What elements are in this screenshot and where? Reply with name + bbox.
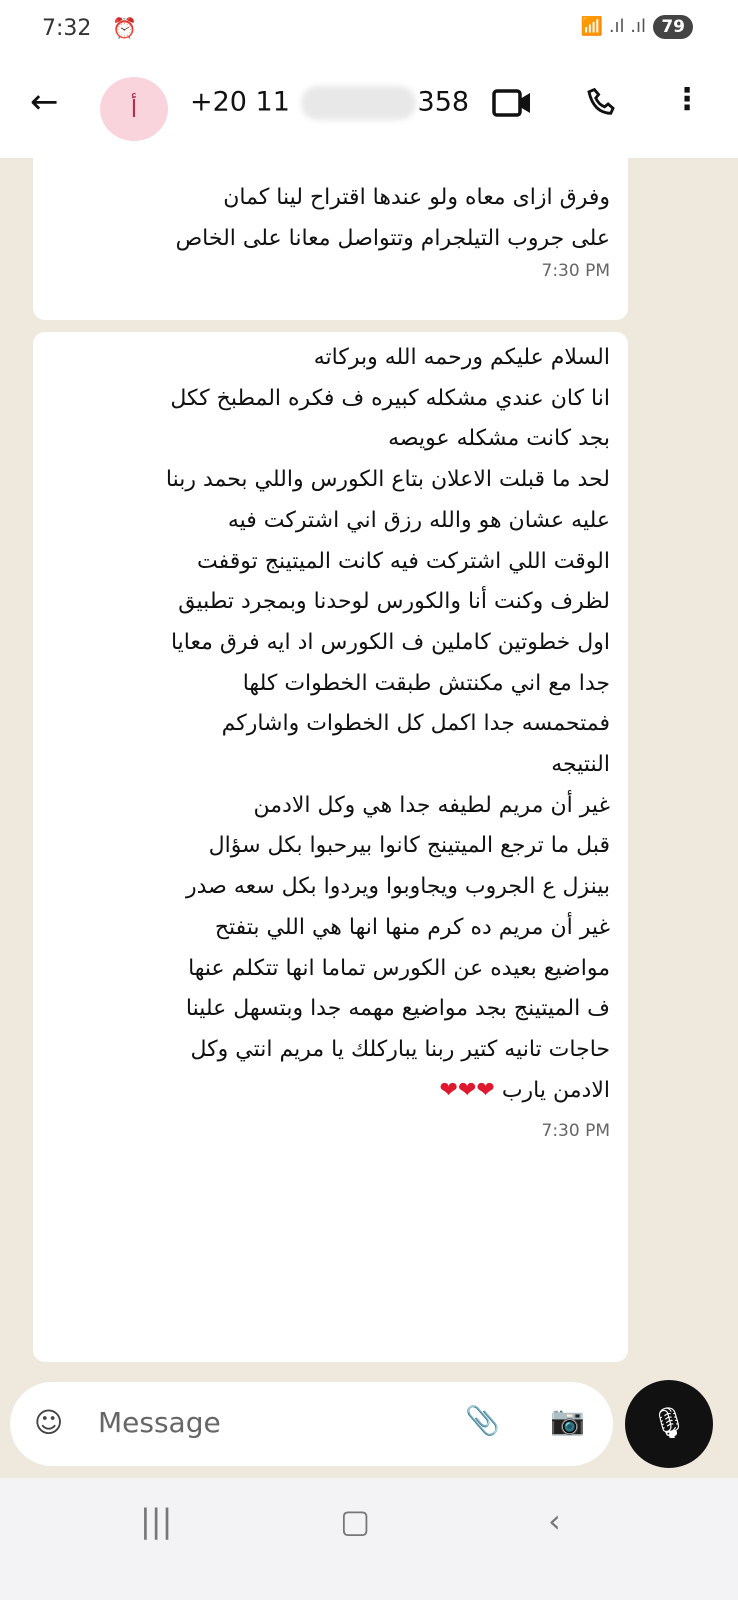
message-line: لظرف وكنت أنا والكورس لوحدنا وبمجرد تطبيق xyxy=(178,589,610,615)
message-line: غير أن مريم ده كرم منها انها هي اللي بتفتح xyxy=(214,914,610,940)
message-line xyxy=(51,1071,610,1112)
message-line: اول خطوتين كاملين ف الكورس اد ايه فرق معايا xyxy=(170,629,610,655)
contact-suffix: 358 xyxy=(417,86,470,118)
status-bar xyxy=(0,0,738,58)
message-line: مواضيع بعيده عن الكورس تماما انها تتكلم عنها xyxy=(188,955,610,981)
signal-icon: 📶 .ıl .ıl xyxy=(580,16,646,37)
message-bubble xyxy=(33,332,628,1362)
message-line: على جروب التيلجرام وتتواصل معانا على الخاص xyxy=(175,225,610,251)
message-time: 7:30 PM xyxy=(541,261,610,282)
avatar[interactable]: أ xyxy=(100,77,168,141)
message-line: النتيجه xyxy=(551,752,610,778)
message-composer xyxy=(10,1382,613,1466)
message-line: قبل ما ترجع الميتينج كانوا بيرحبوا بكل سؤال xyxy=(208,833,610,859)
message-line: عليه عشان هو والله رزق اني اشتركت فيه xyxy=(227,507,610,533)
message-line: السلام عليكم ورحمه الله وبركاته xyxy=(313,345,610,370)
message-time: 7:30 PM xyxy=(541,1121,610,1142)
message-line: حاجات تانيه كتير ربنا يباركلك يا مريم انتي وكل xyxy=(190,1036,610,1062)
message-bubble xyxy=(33,158,628,320)
contact-name[interactable] xyxy=(190,86,469,120)
camera-icon[interactable]: 📷 xyxy=(550,1404,585,1437)
chat-area[interactable] xyxy=(0,158,738,1478)
video-call-icon[interactable] xyxy=(492,86,532,124)
back-nav-icon[interactable]: ‹ xyxy=(548,1502,561,1540)
message-line: لحد ما قبلت الاعلان بتاع الكورس واللي بحمد ربنا xyxy=(165,467,610,493)
sticker-icon[interactable]: ☺ xyxy=(34,1406,64,1439)
message-line: الوقت اللي اشتركت فيه كانت الميتينج توقفت xyxy=(197,548,610,574)
home-icon[interactable]: ▢ xyxy=(340,1502,371,1540)
alarm-icon: ⏰ xyxy=(112,16,137,40)
attach-icon[interactable]: 📎 xyxy=(465,1404,500,1437)
more-options-icon[interactable]: ⋮ xyxy=(672,82,702,117)
back-arrow-icon[interactable]: ← xyxy=(30,82,59,122)
contact-prefix: +20 11 xyxy=(190,86,290,118)
phone-call-icon[interactable] xyxy=(585,86,619,124)
message-line: بينزل ع الجروب ويجاوبوا ويردوا بكل سعه صدر xyxy=(185,874,610,900)
message-line-text: الادمن يارب xyxy=(501,1077,610,1103)
message-line: جدا مع اني مكنتش طبقت الخطوات كلها xyxy=(242,670,610,696)
status-time: 7:32 xyxy=(42,16,92,41)
system-nav-bar xyxy=(0,1478,738,1600)
message-line: انا كان عندي مشكله كبيره ف فكره المطبخ ككل xyxy=(170,385,610,411)
message-line: فمتحمسه جدا اكمل كل الخطوات واشاركم xyxy=(221,711,610,737)
recent-apps-icon[interactable]: ||| xyxy=(140,1502,173,1540)
mic-button[interactable]: 🎙 xyxy=(625,1380,713,1468)
message-line: غير أن مريم لطيفه جدا هي وكل الادمن xyxy=(253,792,610,818)
redacted-blur xyxy=(301,86,416,120)
chat-header xyxy=(0,58,738,158)
message-line: وفرق ازاى معاه ولو عندها اقتراح لينا كمان xyxy=(223,185,610,210)
battery-level: 79 xyxy=(653,15,693,39)
heart-emojis: ❤❤❤ xyxy=(439,1077,495,1103)
message-line: بجد كانت مشكله عويصه xyxy=(388,426,610,452)
message-line: ف الميتينج بجد مواضيع مهمه جدا وبتسهل علينا xyxy=(185,996,610,1022)
message-input[interactable]: Message xyxy=(98,1406,221,1439)
